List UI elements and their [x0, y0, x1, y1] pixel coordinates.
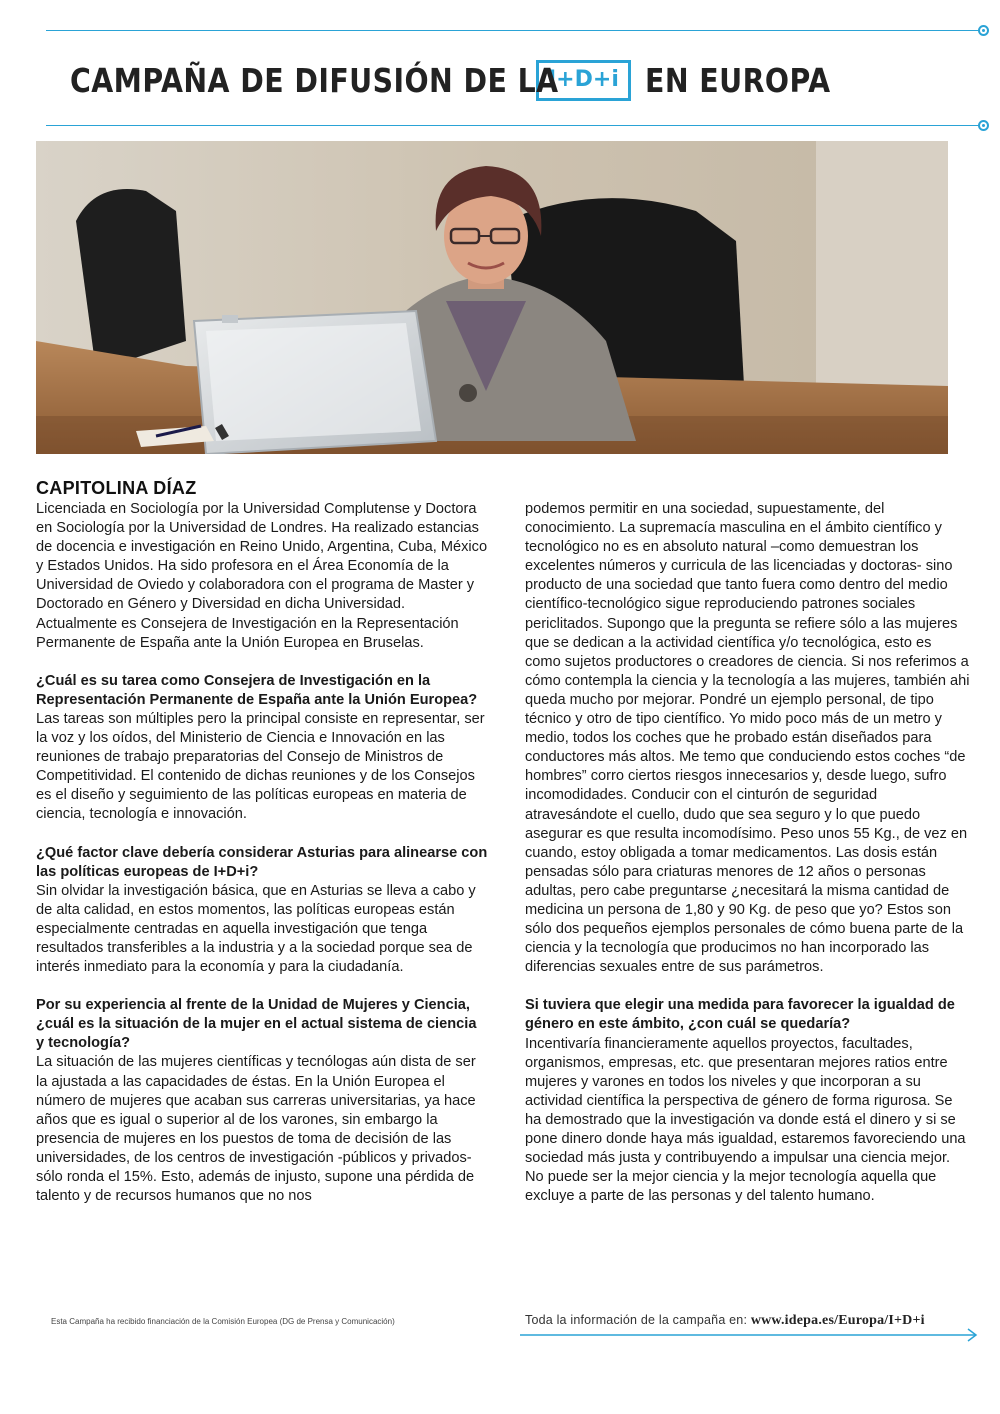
answer-4: Incentivaría financieramente aquellos proyectos, facultades, organismos, empresas, etc. que presentaran mejores ratios entre mujeres y varones en todos los niveles y que incorporan a su actividad científica la perspectiva de género de forma rigurosa. Se ha demostrado que la investigación va donde está el dinero y si se pone dinero donde haya más igualdad, estaremos favoreciendo una sociedad más justa y contribuyendo a impulsar una ciencia mejor. No puede ser la mejor ciencia y la mejor tecnología aquella que excluye a parte de las personas y del talento humano. [525, 1035, 966, 1205]
campaign-info-label: Toda la información de la campaña en: [525, 1313, 748, 1327]
interviewee-name: CAPITOLINA DÍAZ [36, 478, 197, 498]
bottom-rule-dot [978, 120, 989, 131]
masthead [70, 58, 861, 102]
portrait-photo [36, 141, 948, 454]
answer-3: La situación de las mujeres científicas y tecnólogas aún dista de ser la ajustada a las capacidades de éstas. En la Unión Europea el número de mujeres que acaban sus carreras universitarias, ya hace años que es igual o superior al de los varones, sin embargo la presencia de mujeres en los puestos de toma de decisión de las universidades, de los centros de investigación -públicos y privados- sólo ronda el 15%. Esto, además de injusto, supone una pérdida de talento y de recursos humanos que no nos [36, 1054, 476, 1205]
question-4: Si tuviera que elegir una medida para favorecer la igualdad de género en este ámbito, ¿con cuál se quedaría? [525, 997, 955, 1033]
portrait-illustration [36, 141, 948, 454]
right-column [525, 500, 970, 1206]
campaign-url-link[interactable]: www.idepa.es/Europa/I+D+i [750, 1313, 925, 1328]
funding-note: Esta Campaña ha recibido financiación de la Comisión Europea (DG de Prensa y Comunicación) [51, 1317, 395, 1326]
bottom-rule [46, 125, 980, 126]
question-1: ¿Cuál es su tarea como Consejera de Investigación en la Representación Permanente de España ante la Unión Europea? [36, 672, 478, 708]
top-rule-dot [978, 25, 989, 36]
footer-arrow-icon [520, 1328, 980, 1342]
answer-2: Sin olvidar la investigación básica, que en Asturias se lleva a cabo y de alta calidad, en estos momentos, las políticas europeas están especialmente centradas en aquella investigación que tenga resultados transferibles a la industria y a la sociedad porque sea de interés inmediato para la economía y para la ciudadanía. [36, 882, 476, 976]
idi-logo: I+D+i [536, 60, 631, 101]
answer-1: Las tareas son múltiples pero la principal consiste en representar, ser la voz y los oídos, del Ministerio de Ciencia e Innovación en las reuniones de trabajo preparatorias del Consejo de Ministros de Competitividad. El contenido de dichas reuniones y de los Consejos es el diseño y seguimiento de las políticas europeas en materia de ciencia, tecnología e innovación. [36, 710, 485, 823]
masthead-title-before: CAMPAÑA DE DIFUSIÓN DE LA [70, 60, 559, 100]
answer-3-continued: podemos permitir en una sociedad, supuestamente, del conocimiento. La supremacía masculina en el ámbito científico y tecnológico no es en absoluto natural –como demuestran los excelentes números y curricula de las licenciadas y doctoras- sino producto de una sociedad que tanto fuera como dentro del medio científico-tecnológico sigue reproduciendo patrones sociales periclitados. Supongo que la pregunta se refiere sólo a las mujeres que se dedican a la actividad científica y/o tecnológica, esto es como sujetos productores o creadores de ciencia. Si nos referimos a cómo contempla la ciencia y la tecnología a las mujeres, también ahi queda mucho por mejorar. Pondré un ejemplo personal, de tipo técnico y otro de tipo científico. Yo mido poco más de un metro y medio, todos los coches que he probado están diseñados para conductores más altos. Me temo que conduciendo estos coches “de hombres” corro ciertos riesgos innecesarios y, desde luego, sufro incomodidades. Conducir con el cinturón de seguridad atravesándote el cuello, dudo que sea seguro y lo que puedo asegurar es que resulta incomodísimo. Peso unos 55 Kg., de vez en cuando, estoy obligada a tomar medicamentos. Las dosis están pensadas sólo para criaturas menores de 12 años o personas adultas, pero cabe preguntarse ¿necesitará la misma cantidad de medicina un persona de 1,80 y 90 Kg. de peso que yo? Estos son sólo dos pequeños ejemplos personales de cómo buena parte de la ciencia y la tecnología que producimos no han incorporado las diferencias sexuales entre de sus parámetros. [525, 501, 970, 976]
bio-paragraph: Licenciada en Sociología por la Universidad Complutense y Doctora en Sociología por la Universidad de Londres. Ha realizado estancias de docencia e investigación en Reino Unido, Argentina, Cuba, México y Estados Unidos. Ha sido profesora en el Área Economía de la Universidad de Oviedo y colaboradora con el programa de Master y Doctorado en Género y Diversidad en dicha Universidad. Actualmente es Consejera de Investigación en la Representación Permanente de España ante la Unión Europea en Bruselas. [36, 501, 488, 651]
masthead-title-after: EN EUROPA [644, 60, 831, 100]
campaign-info [525, 1313, 925, 1329]
top-rule [46, 30, 980, 31]
question-3: Por su experiencia al frente de la Unidad de Mujeres y Ciencia, ¿cuál es la situación de la mujer en el actual sistema de ciencia y tecnología? [36, 997, 477, 1052]
left-column [36, 500, 488, 1206]
question-2: ¿Qué factor clave debería considerar Asturias para alinearse con las políticas europeas de I+D+i? [36, 844, 488, 880]
